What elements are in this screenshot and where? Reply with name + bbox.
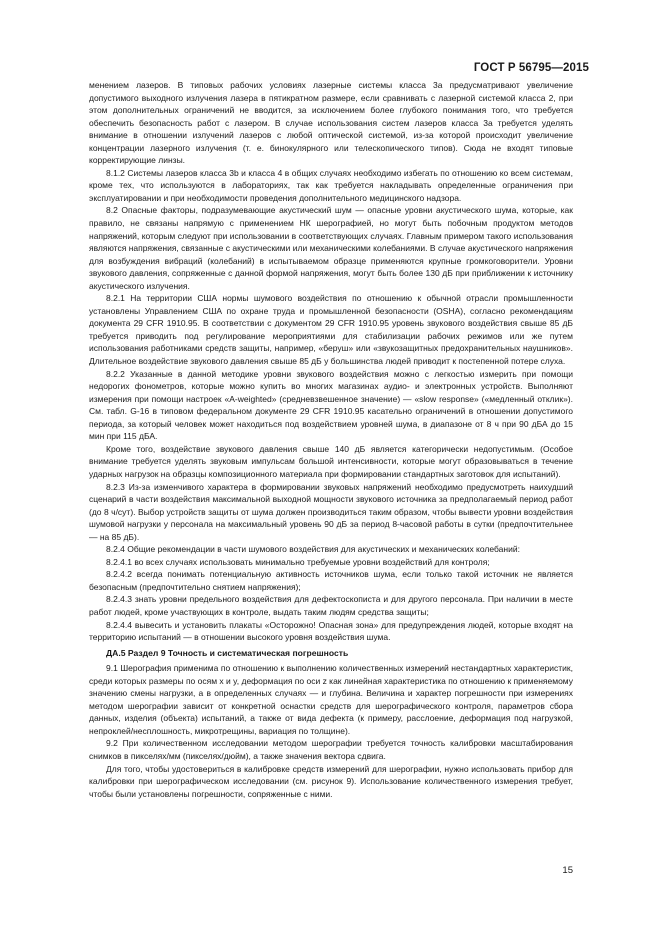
paragraph-8-2-3: 8.2.3 Из-за изменчивого характера в формировании звуковых напряжений необходимо предусмотреть наихудший сценарий в части воздействия максимальной выходной мощности звукового источника за предполагаемый период работ (до 8 ч/сут). Выбор устройств защиты от шума должен производиться таким образом, чтобы вывести уровни воздействия шумовой нагрузки у персонала на максимальный уровень 90 дБ за период 8-часовой работы в сутки (предпочтительнее — на 85 дБ). xyxy=(89,481,573,542)
paragraph-sound-pressure: Кроме того, воздействие звукового давления свыше 140 дБ является категорически недопустимым. (Особое внимание требуется уделять звуковым импульсам большой интенсивности, которые могут образовываться в течение ударных нагрузок на образцы композиционного материала при формировании стандартных заготовок для испытаний). xyxy=(89,443,573,479)
paragraph-8-2-1: 8.2.1 На территории США нормы шумового воздействия по отношению к обычной отрасли промышленности установлены Управлением США по охране труда и промышленной безопасности (OSHA), согласно рекомендациям документа 29 CFR 1910.95. В соответствии с документом 29 CFR 1910.95 уровень звукового воздействия свыше 85 дБ требуется приводить под регулирование мероприятиями для стабилизации рабочих режимов или же путем использования работниками средств защиты, например, «беруш» или «звукозащитных предохранительных наушников». Длительное воздействие звукового давления свыше 85 дБ у большинства людей приводит к постепенной потере слуха. xyxy=(89,293,573,367)
paragraph-8-2: 8.2 Опасные факторы, подразумевающие акустический шум — опасные уровни акустического шума, которые, как правило, не связаны напрямую с применением НК шерографией, но могут быть побочным продуктом методов напряжений, которым следуют при использовании в соответствующих случаях. Главным примером такого использования являются напряжения, связанные с акустическими или механическими колебаниями. В случае акустического напряжения для возбуждения вибраций (колебаний) в испытываемом образце применяются крупные громкоговорители. Уровни звукового давления, сопряженные с данной формой напряжения, могут быть более 130 дБ при приближении к источнику акустического излучения. xyxy=(89,205,573,291)
paragraph-continuation: менением лазеров. В типовых рабочих условиях лазерные системы класса 3а предусматривают увеличение допустимого выходного излучения лазера в пятикратном размере, если сравнивать с лазерной системой класса 2, при этом дополнительных ограничений не вводится, за исключением более глубокого понимания того, что требуется обеспечить безопасность работ с лазером. В случае использования систем лазеров класса 3а требуется уделять внимание в отношении излучений лазеров с любой оптической системой, из-за которой происходит увеличение концентрации лазерного излучения (т. е. бинокулярного или телескопического типов). Сюда не входят типовые корректирующие линзы. xyxy=(89,80,573,166)
page-body xyxy=(89,79,573,800)
paragraph-8-2-4-1: 8.2.4.1 во всех случаях использовать минимально требуемые уровни воздействий для контроля; xyxy=(106,556,490,567)
paragraph-8-2-4: 8.2.4 Общие рекомендации в части шумового воздействия для акустических и механических колебаний: xyxy=(106,544,520,555)
paragraph-8-1-2: 8.1.2 Системы лазеров класса 3b и класса 4 в общих случаях необходимо избегать по отношению ко всем системам, кроме тех, что используются в лабораториях, так как требуется накладывать определенные ограничения при эксплуатировании и при необходимости проведения дополнительного медицинского надзора. xyxy=(89,167,573,203)
paragraph-8-2-2: 8.2.2 Указанные в данной методике уровни звукового воздействия можно с легкостью измерить при помощи недорогих фонометров, которые можно купить во многих магазинах аудио- и электронных устройств. Выполняют измерения при помощи настроек «A-weighted» (средневзвешенное значение) — «slow response» («медленный отклик»). См. табл. G-16 в типовом федеральном документе 29 CFR 1910.95 касательно ограничений в отношении допустимого периода, за который человек может находиться под воздействием уровней шума, в диапазоне от 8 ч при 90 дБА до 15 мин при 115 дБА. xyxy=(89,368,573,442)
document-code: ГОСТ Р 56795—2015 xyxy=(473,62,589,74)
paragraph-calibration: Для того, чтобы удостовериться в калибровке средств измерений для шерографии, нужно использовать прибор для калибровки при шерографическом исследовании (см. рисунок 9). Использование количественного измерения требует, чтобы были установлены погрешности, сопряженные с ними. xyxy=(89,763,573,799)
paragraph-9-2: 9.2 При количественном исследовании методом шерографии требуется точность калибровки масштабирования снимков в пикселях/мм (пикселях/дюйм), а также значения вектора сдвига. xyxy=(89,738,573,761)
paragraph-8-2-4-4: 8.2.4.4 вывесить и установить плакаты «Осторожно! Опасная зона» для предупреждения людей, которые входят на территорию испытаний — в отношении высокого уровня воздействия шума. xyxy=(89,619,573,643)
section-heading: ДА.5 Раздел 9 Точность и систематическая погрешность xyxy=(106,647,349,658)
paragraph-9-1: 9.1 Шерография применима по отношению к выполнению количественных измерений нестандартных характеристик, среди которых размеры по осям x и y, деформация по оси z как линейная характеристика по отношению к применяемому значению смены нагрузки, а в определенных случаях — и глубина. Величина и характер погрешности при измерениях методом шерографии зависит от конкретной оснастки средств для шерографического контроля, параметров сбора данных, изделия (объекта) испытаний, а также от вида дефекта (к примеру, расслоение, деформация под нагрузкой, непроклей/несплошность, микротрещины, вариация по толщине). xyxy=(89,663,573,736)
paragraph-8-2-4-3: 8.2.4.3 знать уровни предельного воздействия для дефектоскописта и для другого персонала. При наличии в месте работ людей, кроме участвующих в контроле, выдать таким людям средства защиты; xyxy=(89,594,573,617)
page-number: 15 xyxy=(562,865,573,876)
paragraph-8-2-4-2: 8.2.4.2 всегда понимать потенциальную активность источников шума, если только такой источник не является безопасным (предпочтительно снятием напряжения); xyxy=(89,569,573,592)
